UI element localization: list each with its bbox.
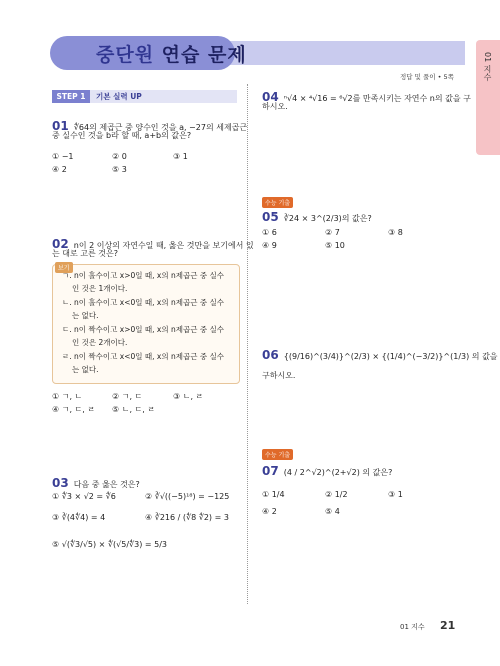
option[interactable]: ③ ㄴ, ㄹ [173, 392, 204, 401]
option[interactable]: ② ㄱ, ㄷ [112, 392, 143, 401]
example-line: 는 없다. [72, 311, 99, 320]
exam-tag: 수능 기출 [262, 449, 293, 460]
question-number: 07 [262, 464, 279, 478]
question-text: ∜64의 제곱근 중 양수인 것을 a, −27의 세제곱근 [73, 123, 248, 132]
header-bar [215, 41, 465, 65]
option[interactable]: ④ 2 [52, 165, 67, 174]
step-badge: STEP 1 [52, 90, 90, 103]
question-number: 01 [52, 119, 69, 133]
option[interactable]: ③ 8 [388, 228, 403, 237]
question-text-cont: 는 대로 고른 것은? [52, 249, 118, 258]
option[interactable]: ⑤ ㄴ, ㄷ, ㄹ [112, 405, 156, 414]
example-line: ㄱ. n이 홀수이고 x>0일 때, x의 n제곱근 중 실수 [62, 271, 224, 280]
question-04 [262, 86, 471, 105]
option[interactable]: ① −1 [52, 152, 74, 161]
question-number: 04 [262, 90, 279, 104]
option[interactable]: ① 1/4 [262, 490, 285, 499]
option[interactable]: ④ ㄱ, ㄷ, ㄹ [52, 405, 96, 414]
option[interactable]: ④ 2 [262, 507, 277, 516]
page-number: 21 [440, 619, 456, 632]
footer-chapter: 01 지수 [400, 623, 425, 631]
question-number: 06 [262, 348, 279, 362]
example-line: 는 없다. [72, 365, 99, 374]
question-text: ⁿ√4 × ⁴√16 = ⁶√2를 만족시키는 자연수 n의 값을 구 [283, 94, 471, 103]
question-number: 05 [262, 210, 279, 224]
question-text-cont: 중 실수인 것을 b라 할 때, a+b의 값은? [52, 131, 192, 140]
option[interactable]: ④ 9 [262, 241, 277, 250]
example-label: 보기 [55, 262, 73, 273]
option[interactable]: ⑤ 10 [325, 241, 345, 250]
option[interactable]: ③ 1 [173, 152, 188, 161]
question-07 [262, 460, 392, 479]
option[interactable]: ② ∛√((−5)¹⁸) = −125 [145, 492, 230, 501]
option[interactable]: ② 1/2 [325, 490, 348, 499]
example-line: ㄷ. n이 짝수이고 x>0일 때, x의 n제곱근 중 실수 [62, 325, 224, 334]
option[interactable]: ③ ∛(4∜4) = 4 [52, 513, 106, 522]
option[interactable]: ③ 1 [388, 490, 403, 499]
option[interactable]: ① 6 [262, 228, 277, 237]
question-text: n이 2 이상의 자연수일 때, 옳은 것만을 보기에서 있 [73, 241, 254, 250]
question-number: 02 [52, 237, 69, 251]
page-title: 중단원 연습 문제 [96, 44, 247, 66]
question-text: (4 / 2^√2)^(2+√2) 의 값은? [283, 468, 393, 477]
option[interactable]: ⑤ 3 [112, 165, 127, 174]
option[interactable]: ② 0 [112, 152, 127, 161]
question-05 [262, 206, 372, 225]
column-divider [247, 84, 248, 604]
example-line: ㄹ. n이 짝수이고 x<0일 때, x의 n제곱근 중 실수 [62, 352, 224, 361]
option[interactable]: ⑤ 4 [325, 507, 340, 516]
option[interactable]: ② 7 [325, 228, 340, 237]
example-line: 인 것은 1개이다. [72, 284, 128, 293]
question-text: ∛24 × 3^(2/3)의 값은? [283, 214, 372, 223]
answer-reference: 정답 및 풀이 • 5쪽 [400, 73, 454, 81]
option[interactable]: ① ㄱ, ㄴ [52, 392, 83, 401]
question-text-cont: 하시오. [262, 102, 288, 111]
question-number: 03 [52, 476, 69, 490]
option[interactable]: ⑤ √(∜3/√5) × ∜(√5/∜3) = 5/3 [52, 540, 167, 549]
question-text: {(9/16)^(3/4)}^(2/3) × {(1/4)^(−3/2)}^(1/3) 의 값을 구하시오. [262, 352, 498, 380]
question-03 [52, 472, 140, 491]
question-06 [262, 344, 500, 382]
option[interactable]: ① ∜3 × √2 = ∜6 [52, 492, 116, 501]
option[interactable]: ④ ∛216 / (∜8 ∜2) = 3 [145, 513, 229, 522]
step-label: 기본 실력 UP [96, 92, 142, 101]
example-line: 인 것은 2개이다. [72, 338, 128, 347]
question-text: 다음 중 옳은 것은? [73, 480, 140, 489]
chapter-tab: 01 지수 [476, 40, 500, 155]
exam-tag: 수능 기출 [262, 197, 293, 208]
example-line: ㄴ. n이 홀수이고 x<0일 때, x의 n제곱근 중 실수 [62, 298, 224, 307]
